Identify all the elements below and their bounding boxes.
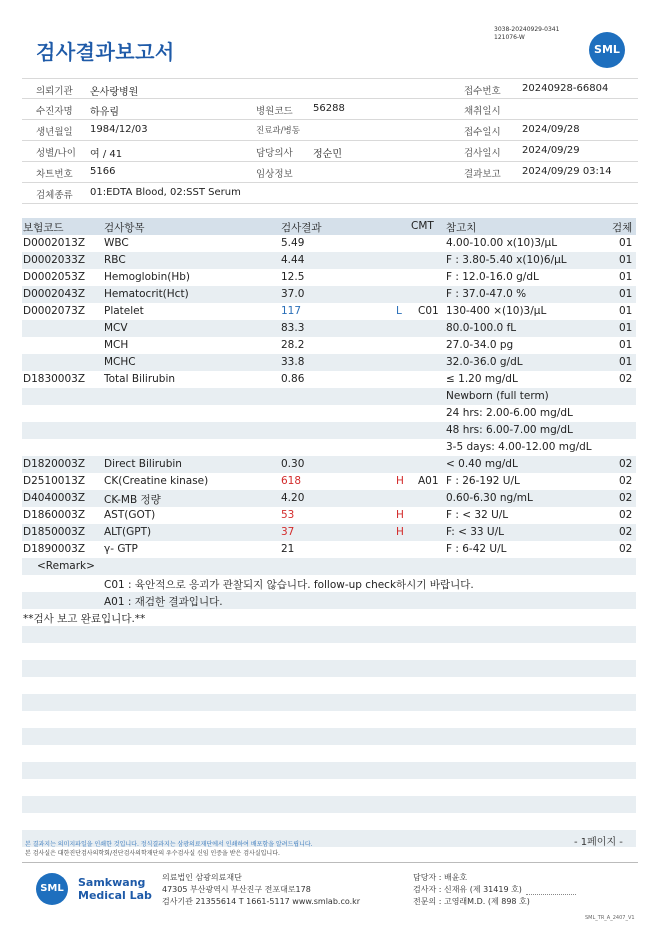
code-cell: D1820003Z bbox=[23, 458, 86, 470]
footer-divider bbox=[22, 862, 638, 863]
test-name-cell: RBC bbox=[104, 254, 126, 266]
code-cell: D0002073Z bbox=[23, 305, 86, 317]
result-cell: 37.0 bbox=[281, 288, 305, 300]
result-cell: 33.8 bbox=[281, 356, 305, 368]
result-cell: 12.5 bbox=[281, 271, 305, 283]
results-table bbox=[22, 218, 636, 847]
reference-cell: < 0.40 mg/dL bbox=[446, 458, 518, 470]
test-name-cell: CK-MB 정량 bbox=[104, 494, 161, 506]
table-row bbox=[22, 269, 636, 286]
result-cell: 0.30 bbox=[281, 458, 305, 470]
cmt-cell: C01 bbox=[418, 305, 439, 317]
test-name-cell: MCHC bbox=[104, 356, 136, 368]
remark-title-row: <Remark> bbox=[22, 558, 636, 575]
specimen-cell: 01 bbox=[619, 254, 633, 266]
result-cell: 83.3 bbox=[281, 322, 305, 334]
table-row bbox=[22, 524, 636, 541]
specimen-cell: 01 bbox=[619, 237, 633, 249]
test-name-cell: WBC bbox=[104, 237, 129, 249]
reference-cell: ≤ 1.20 mg/dL bbox=[446, 373, 518, 385]
specimen-cell: 01 bbox=[619, 322, 633, 334]
test-name-cell: γ- GTP bbox=[104, 543, 138, 555]
specimen-cell: 02 bbox=[619, 492, 633, 504]
specimen-cell: 02 bbox=[619, 509, 633, 521]
reference-cell: F : 12.0-16.0 g/dL bbox=[446, 271, 539, 283]
empty-row bbox=[22, 677, 636, 694]
code-cell: D4040003Z bbox=[23, 492, 86, 504]
table-row bbox=[22, 320, 636, 337]
specimen-cell: 02 bbox=[619, 458, 633, 470]
sml-logo: SML bbox=[589, 32, 625, 68]
footer-signatures: 담당자 : 배윤호 검사자 : 신재유 (제 31419 호) 전문의 : 고영래M.D. (제 898 호) bbox=[413, 872, 576, 908]
table-row bbox=[22, 354, 636, 371]
table-row bbox=[22, 507, 636, 524]
code-cell: D0002033Z bbox=[23, 254, 86, 266]
code-cell: D2510013Z bbox=[23, 475, 86, 487]
result-cell: 0.86 bbox=[281, 373, 305, 385]
empty-row bbox=[22, 626, 636, 643]
reference-cell: 27.0-34.0 pg bbox=[446, 339, 514, 351]
specimen-cell: 01 bbox=[619, 288, 633, 300]
result-cell: 37 bbox=[281, 526, 295, 538]
table-row bbox=[22, 286, 636, 303]
footer-brand: Samkwang Medical Lab bbox=[78, 876, 152, 902]
empty-row bbox=[22, 813, 636, 830]
code-cell: D0002013Z bbox=[23, 237, 86, 249]
reference-cell: 130-400 ×(10)3/μL bbox=[446, 305, 547, 317]
reference-cell: F : 26-192 U/L bbox=[446, 475, 520, 487]
table-row bbox=[22, 541, 636, 558]
reference-cell: 32.0-36.0 g/dL bbox=[446, 356, 523, 368]
cmt-cell: A01 bbox=[418, 475, 439, 487]
reference-cell: Newborn (full term) bbox=[446, 390, 549, 402]
signature bbox=[526, 885, 576, 895]
empty-row bbox=[22, 728, 636, 745]
empty-row bbox=[22, 660, 636, 677]
remark-row: C01 : 육안적으로 응괴가 관찰되지 않습니다. follow-up check하시기 바랍니다. bbox=[104, 579, 474, 591]
footer-notice: 본 결과지는 의미지파일을 인쇄한 것입니다. 정식결과지는 삼광의료재단에서 인쇄하여 배포함을 알려드립니다. 본 검사실은 대한진단검사의학회/진단검사의학재단의 우수검사실 신임 인증을 받은 검사실입니다. bbox=[25, 841, 313, 857]
result-cell: 21 bbox=[281, 543, 295, 555]
reference-cell: F : 6-42 U/L bbox=[446, 543, 507, 555]
test-name-cell: AST(GOT) bbox=[104, 509, 156, 521]
empty-row bbox=[22, 796, 636, 813]
test-name-cell: Direct Bilirubin bbox=[104, 458, 182, 470]
document-id: 3038-20240929-0341 121076-W bbox=[494, 26, 560, 41]
info-row: 검체종류 01:EDTA Blood, 02:SST Serum bbox=[22, 183, 638, 204]
code-cell: D1890003Z bbox=[23, 543, 86, 555]
specimen-cell: 01 bbox=[619, 356, 633, 368]
test-name-cell: MCV bbox=[104, 322, 128, 334]
code-cell: D1850003Z bbox=[23, 526, 86, 538]
table-row bbox=[22, 235, 636, 252]
result-cell: 5.49 bbox=[281, 237, 305, 249]
code-cell: D0002043Z bbox=[23, 288, 86, 300]
flag-cell: H bbox=[396, 509, 404, 521]
reference-cell: F : 37.0-47.0 % bbox=[446, 288, 527, 300]
test-name-cell: Hemoglobin(Hb) bbox=[104, 271, 191, 283]
info-row: 생년월일 1984/12/03 진료과/병동 접수일시 2024/09/28 bbox=[22, 120, 638, 141]
reference-cell: F: < 33 U/L bbox=[446, 526, 505, 538]
result-cell: 618 bbox=[281, 475, 302, 487]
table-row bbox=[22, 388, 636, 405]
table-row bbox=[22, 337, 636, 354]
reference-cell: 48 hrs: 6.00-7.00 mg/dL bbox=[446, 424, 573, 436]
table-row bbox=[22, 405, 636, 422]
reference-cell: F : 3.80-5.40 x(10)6/μL bbox=[446, 254, 567, 266]
reference-cell: 3-5 days: 4.00-12.00 mg/dL bbox=[446, 441, 592, 453]
test-name-cell: Total Bilirubin bbox=[104, 373, 176, 385]
test-name-cell: ALT(GPT) bbox=[104, 526, 152, 538]
empty-row bbox=[22, 779, 636, 796]
result-cell: 4.20 bbox=[281, 492, 305, 504]
info-row: 차트번호 5166 임상정보 결과보고 2024/09/29 03:14 bbox=[22, 162, 638, 183]
test-name-cell: MCH bbox=[104, 339, 129, 351]
specimen-cell: 02 bbox=[619, 373, 633, 385]
patient-info bbox=[22, 78, 638, 204]
specimen-cell: 02 bbox=[619, 543, 633, 555]
test-name-cell: Platelet bbox=[104, 305, 144, 317]
reference-cell: 4.00-10.00 x(10)3/μL bbox=[446, 237, 558, 249]
footer-address: 의료법인 삼광의료재단 47305 부산광역시 부산진구 전포대로178 검사기관 21355614 T 1661-5117 www.smlab.co.kr bbox=[162, 873, 361, 906]
page-number: - 1페이지 - bbox=[574, 837, 623, 848]
form-code: SML_TR_A_2407_V1 bbox=[585, 915, 635, 921]
result-cell: 117 bbox=[281, 305, 302, 317]
test-name-cell: Hematocrit(Hct) bbox=[104, 288, 189, 300]
empty-row bbox=[22, 745, 636, 762]
reference-cell: 0.60-6.30 ng/mL bbox=[446, 492, 533, 504]
table-row bbox=[22, 422, 636, 439]
result-cell: 28.2 bbox=[281, 339, 305, 351]
table-row bbox=[22, 303, 636, 320]
remark-row: A01 : 재검한 결과입니다. bbox=[22, 592, 636, 609]
code-cell: D1830003Z bbox=[23, 373, 86, 385]
table-row bbox=[22, 490, 636, 507]
table-row bbox=[22, 456, 636, 473]
table-row bbox=[22, 473, 636, 490]
table-row bbox=[22, 439, 636, 456]
reference-cell: F : < 32 U/L bbox=[446, 509, 509, 521]
info-row: 성별/나이 여 / 41 담당의사 정순민 검사일시 2024/09/29 bbox=[22, 141, 638, 162]
specimen-cell: 02 bbox=[619, 526, 633, 538]
code-cell: D1860003Z bbox=[23, 509, 86, 521]
specimen-cell: 01 bbox=[619, 305, 633, 317]
empty-row bbox=[22, 694, 636, 711]
reference-cell: 80.0-100.0 fL bbox=[446, 322, 517, 334]
table-row bbox=[22, 252, 636, 269]
empty-row bbox=[22, 643, 636, 660]
table-header: 보험코드 검사항목 검사결과 CMT 참고치 검체 bbox=[22, 218, 636, 235]
flag-cell: L bbox=[396, 305, 402, 317]
code-cell: D0002053Z bbox=[23, 271, 86, 283]
flag-cell: H bbox=[396, 475, 404, 487]
flag-cell: H bbox=[396, 526, 404, 538]
end-row: **검사 보고 완료입니다.** bbox=[23, 613, 146, 625]
info-row: 의뢰기관 온사랑병원 접수번호 20240928-66804 bbox=[22, 78, 638, 99]
result-cell: 4.44 bbox=[281, 254, 305, 266]
test-name-cell: CK(Creatine kinase) bbox=[104, 475, 209, 487]
result-cell: 53 bbox=[281, 509, 295, 521]
specimen-cell: 02 bbox=[619, 475, 633, 487]
empty-row bbox=[22, 762, 636, 779]
specimen-cell: 01 bbox=[619, 271, 633, 283]
footer-logo: SML bbox=[36, 873, 68, 905]
info-row: 수진자명 하유림 병원코드 56288 채취일시 bbox=[22, 99, 638, 120]
specimen-cell: 01 bbox=[619, 339, 633, 351]
empty-row bbox=[22, 711, 636, 728]
reference-cell: 24 hrs: 2.00-6.00 mg/dL bbox=[446, 407, 573, 419]
table-row bbox=[22, 371, 636, 388]
report-title: 검사결과보고서 bbox=[36, 40, 175, 64]
